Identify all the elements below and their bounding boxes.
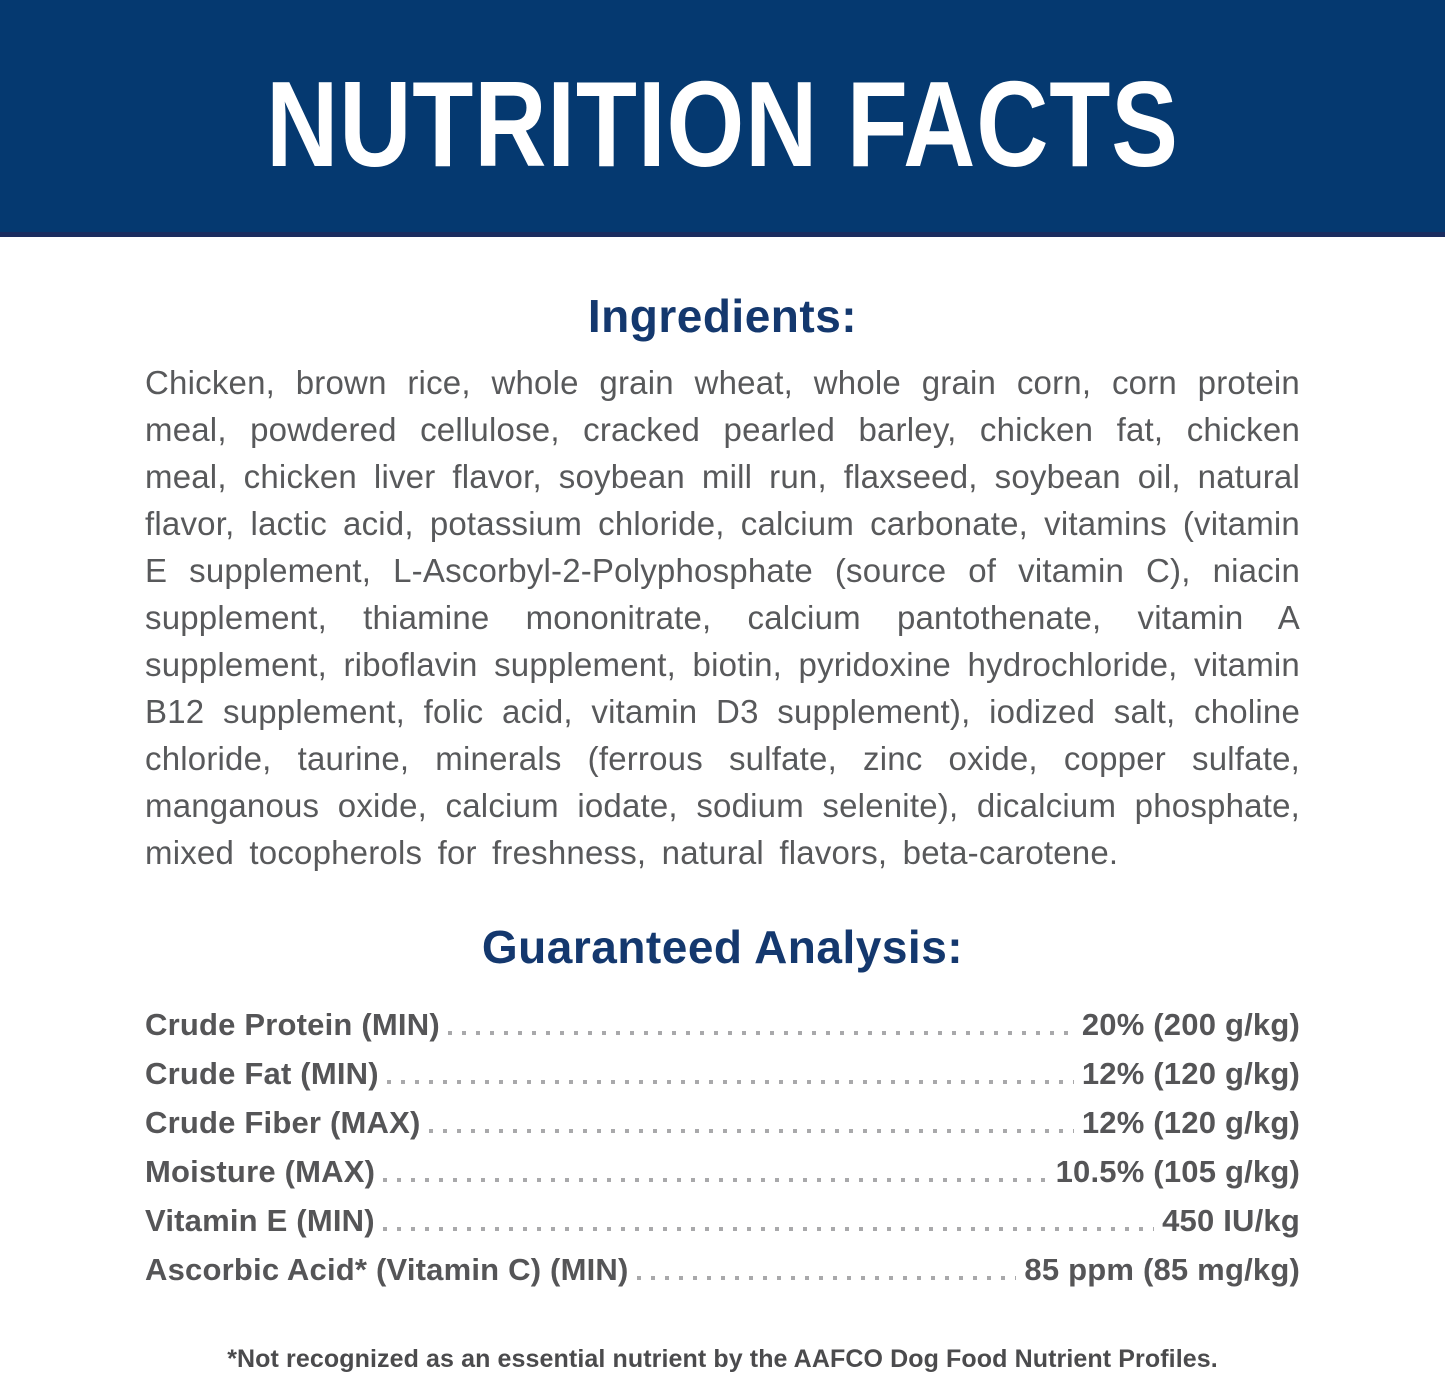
- guaranteed-analysis-table: [145, 1000, 1300, 1294]
- dot-leader: [637, 1245, 1017, 1294]
- ingredients-heading: Ingredients:: [587, 290, 858, 342]
- row-value: 450 IU/kg: [1162, 1202, 1300, 1238]
- dot-leader: [448, 1000, 1074, 1049]
- table-row: [145, 1245, 1300, 1294]
- ingredients-paragraph: Chicken, brown rice, whole grain wheat, whole grain corn, corn protein meal, powdered cellulose, cracked pearled barley, chicken fat, chicken meal, chicken liver flavor, soybean mill run, flaxseed, soybean oil, natural flavor, lactic acid, potassium chloride, calcium carbonate, vitamins (vitamin E supplement, L-Ascorbyl-2-Polyphosphate (source of vitamin C), niacin supplement, thiamine mononitrate, calcium pantothenate, vitamin A supplement, riboflavin supplement, biotin, pyridoxine hydrochloride, vitamin B12 supplement, folic acid, vitamin D3 supplement), iodized salt, choline chloride, taurine, minerals (ferrous sulfate, zinc oxide, copper sulfate, manganous oxide, calcium iodate, sodium selenite), dicalcium phosphate, mixed tocopherols for freshness, natural flavors, beta-carotene.: [145, 364, 1300, 871]
- row-label: Vitamin E (MIN): [145, 1202, 375, 1238]
- row-value: 10.5% (105 g/kg): [1055, 1153, 1300, 1189]
- row-label: Ascorbic Acid* (Vitamin C) (MIN): [145, 1251, 629, 1287]
- row-label: Crude Protein (MIN): [145, 1006, 440, 1042]
- row-value: 12% (120 g/kg): [1081, 1055, 1300, 1091]
- table-row: [145, 1000, 1300, 1049]
- row-value: 85 ppm (85 mg/kg): [1024, 1251, 1300, 1287]
- label-content: [0, 289, 1445, 1294]
- row-label: Moisture (MAX): [145, 1153, 376, 1189]
- row-value: 20% (200 g/kg): [1081, 1006, 1300, 1042]
- table-row: [145, 1147, 1300, 1196]
- row-label: Crude Fiber (MAX): [145, 1104, 421, 1140]
- aafco-footnote: *Not recognized as an essential nutrient by the AAFCO Dog Food Nutrient Profiles.: [227, 1345, 1218, 1373]
- table-row: [145, 1196, 1300, 1245]
- guaranteed-analysis-heading: Guaranteed Analysis:: [481, 921, 964, 973]
- dot-leader: [429, 1098, 1074, 1147]
- dot-leader: [387, 1049, 1074, 1098]
- dot-leader: [383, 1196, 1154, 1245]
- row-label: Crude Fat (MIN): [145, 1055, 379, 1091]
- title-banner: [0, 0, 1445, 237]
- dot-leader: [383, 1147, 1047, 1196]
- table-row: [145, 1049, 1300, 1098]
- page-title: NUTRITION FACTS: [266, 56, 1179, 192]
- table-row: [145, 1098, 1300, 1147]
- row-value: 12% (120 g/kg): [1081, 1104, 1300, 1140]
